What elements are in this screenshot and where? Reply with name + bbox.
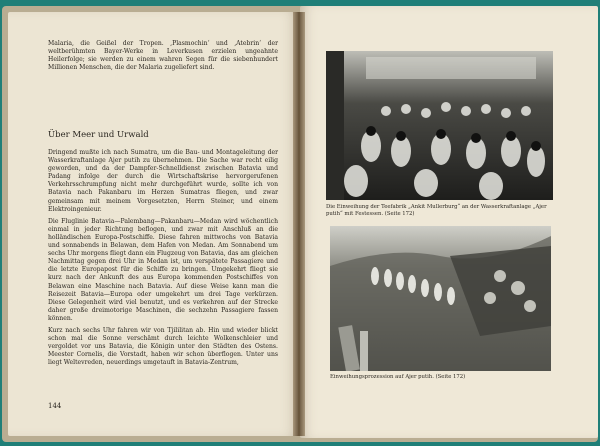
photo-caption-2: Einweihungsprozession auf Ajer putih. (Seite 172): [330, 374, 466, 380]
intro-text: Malaria, die Geißel der Tropen. ‚Plasmochin‘ und ‚Atebrin‘ der weltberühmten Bayer-Werke in Leverkusen erzielen ungeahnte Heilerfolge; sie werden zu einem wahren Segen für die siebenhundert Millionen Menschen, die der Malaria zugeliefert sind.: [48, 40, 278, 72]
procession-image: [330, 226, 551, 371]
photo-procession: [330, 226, 551, 371]
feast-hall-image: [326, 51, 553, 200]
body-text: [48, 149, 278, 367]
page-number: 144: [48, 402, 62, 410]
book-gutter: [293, 12, 305, 436]
intro-paragraph: [48, 40, 278, 72]
paragraph-1: Dringend mußte ich nach Sumatra, um die Bau- und Montageleitung der Wasserkraftanlage Ajer putih zu übernehmen. Die Sache war recht eilig geworden, und da der Dampfer-Schnelldienst zwischen Batavia und Padang infolge der durch die Wirtschaftskrise hervorgerufenen Verkehrsschrumpfung nicht mehr durchgeführt wurde, sollte ich von Batavia nach Pakanbaru im Herzen Sumatras fliegen, und zwar gemeinsam mit meinem Vorgesetzten, Herrn Steiner, und einem Elektroingenieur.: [48, 149, 278, 213]
photo-feast-hall: [326, 51, 553, 200]
section-heading: Über Meer und Urwald: [48, 130, 149, 140]
paragraph-2: Die Fluglinie Batavia—Palembang—Pakanbaru—Medan wird wöchentlich einmal in jeder Richtung beflogen, und zwar mit Anschluß an die holländischen Europa-Postschiffe. Diese fahren mittwochs von Batavia und sonnabends in Belawan, dem Hafen von Medan. Am Sonnabend um sechs Uhr morgens fliegt dann ein Flugzeug von Batavia, das am gleichen Nachmittag gegen drei Uhr in Medan ist, um verspätete Passagiere und die letzte Europapost für die Schiffe zu bringen. Umgekehrt fliegt sie kurz nach der Ankunft des aus Europa kommenden Postschiffes von Belawan eine Maschine nach Batavia. Auf diese Weise kann man die Reisezeit Batavia—Europa oder umgekehrt um drei Tage verkürzen. Diese Gelegenheit wird viel benutzt, und es verkehren auf der Strecke daher große dreimotorige Maschinen, die sechzehn Passagiere fassen können.: [48, 217, 278, 322]
photo-caption-1: Die Einweihung der Teefabrik „Ankit Mullerburg“ an der Wasserkraftanlage „Ajer putih“ mit Festessen. (Seite 172): [326, 204, 547, 217]
paragraph-3: Kurz nach sechs Uhr fahren wir von Tjililitan ab. Hin und wieder blickt schon mal die Sonne verschämt durch leichte Wolkenschleier und vergoldet vor uns Batavia, die Königin unter den Städten des Ostens. Meester Cornelis, die Vorstadt, haben wir schon überflogen. Unter uns liegt Weltevreden, neuerdings umgetauft in Batavia-Zentrum,: [48, 326, 278, 367]
